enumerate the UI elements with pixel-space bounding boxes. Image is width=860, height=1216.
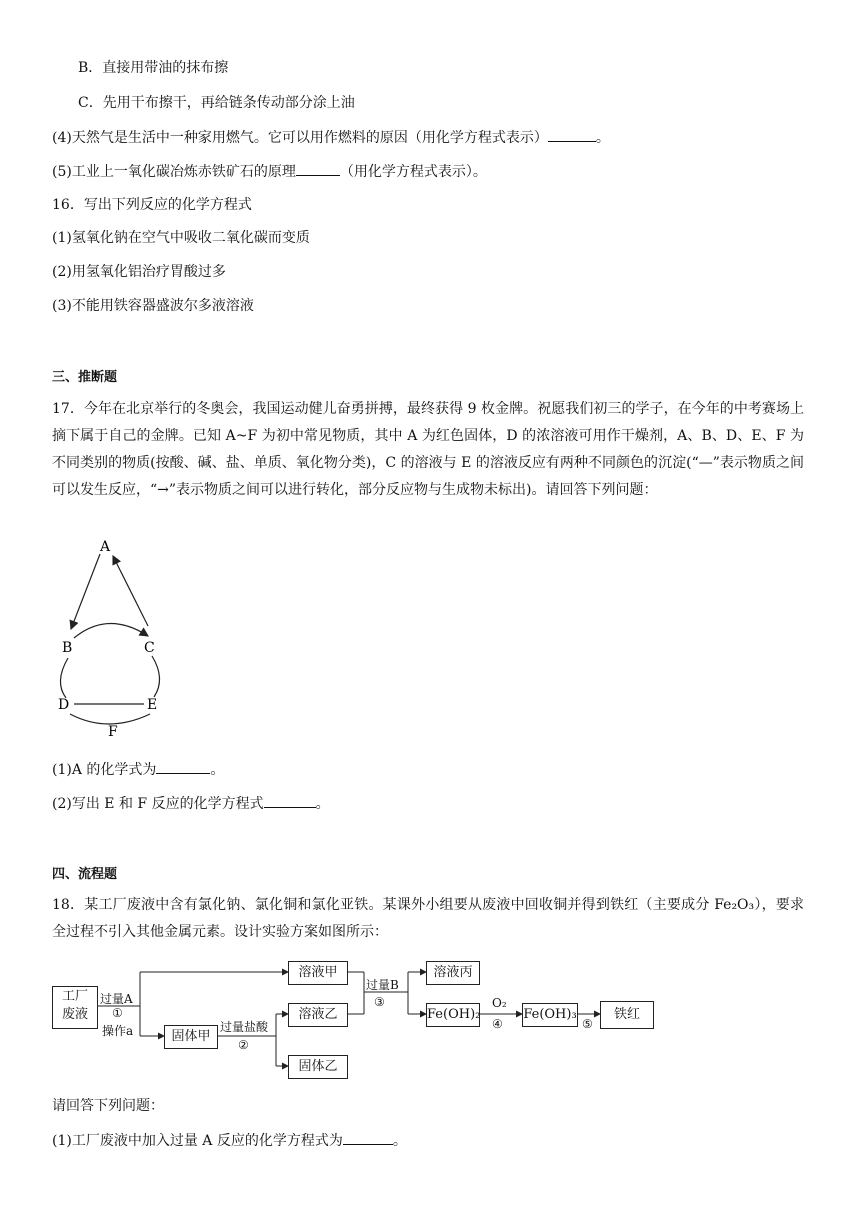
label-o2: O₂ bbox=[492, 996, 507, 1010]
feoh3-box: Fe(OH)₃ bbox=[522, 1003, 578, 1027]
link-b-d bbox=[60, 658, 68, 698]
q18-sub1-text: (1)工厂废液中加入过量 A 反应的化学方程式为 bbox=[52, 1133, 343, 1149]
label-excess-a: 过量A bbox=[100, 992, 133, 1006]
waste-line2: 废液 bbox=[61, 1007, 88, 1022]
node-c: C bbox=[144, 640, 155, 656]
q15-sub5-end: （用化学方程式表示）。 bbox=[339, 164, 487, 180]
q15-sub4 bbox=[52, 127, 610, 148]
q17-stem: 17．今年在北京举行的冬奥会，我国运动健儿奋勇拼搏，最终获得 9 枚金牌。祝愿我们初三的学子，在今年的中考赛场上摘下属于自己的金牌。已知 A~F 为初中常见物质，其中 A 为红色固体，D 的浓溶液可用作干燥剂，A、B、D、E、F 为不同类别的物质(按酸、碱、盐、单质、氧化物分类)，C 的溶液与 E 的溶液反应有两种不同颜色的沉淀(“—”表示物质之间可以发生反应，“→”表示物质之间可以进行转化，部分反应物与生成物未标出)。请回答下列问题： bbox=[52, 401, 804, 498]
node-a: A bbox=[100, 539, 111, 555]
solid-yi-box: 固体乙 bbox=[288, 1055, 348, 1079]
feoh2-box: Fe(OH)₂ bbox=[426, 1003, 480, 1027]
label-excess-hcl: 过量盐酸 bbox=[220, 1020, 269, 1034]
answer-blank[interactable] bbox=[343, 1130, 393, 1145]
arrow-a-to-b bbox=[71, 554, 100, 629]
link-c-e bbox=[152, 656, 160, 697]
link-d-f-e bbox=[70, 714, 150, 724]
q16-sub3: (3)不能用铁容器盛波尔多液溶液 bbox=[52, 298, 254, 314]
q15-sub5-text: (5)工业上一氧化碳冶炼赤铁矿石的原理 bbox=[52, 164, 296, 180]
waste-liquid-box bbox=[52, 986, 98, 1029]
q18-flowchart bbox=[52, 958, 672, 1082]
q15-sub4-text: (4)天然气是生活中一种家用燃气。它可以用作燃料的原因（用化学方程式表示） bbox=[52, 130, 548, 146]
q15-sub4-end: 。 bbox=[595, 130, 610, 146]
answer-blank[interactable] bbox=[264, 793, 316, 808]
q17-sub2 bbox=[52, 793, 330, 814]
label-step5: ⑤ bbox=[582, 1017, 593, 1031]
label-step2: ② bbox=[238, 1038, 249, 1052]
q18-prompt: 请回答下列问题： bbox=[52, 1098, 164, 1114]
answer-blank[interactable] bbox=[296, 161, 340, 176]
label-excess-b: 过量B bbox=[366, 978, 399, 992]
q16-sub1: (1)氢氧化钠在空气中吸收二氧化碳而变质 bbox=[52, 230, 310, 246]
arrow-c-to-a bbox=[113, 556, 148, 626]
solution-bing-box: 溶液丙 bbox=[426, 961, 480, 985]
node-f: F bbox=[108, 724, 118, 740]
q17-relation-diagram bbox=[52, 534, 172, 744]
waste-line1: 工厂 bbox=[61, 989, 88, 1004]
option-b: B．直接用带油的抹布擦 bbox=[78, 60, 229, 76]
q17-sub1-text: (1)A 的化学式为 bbox=[52, 762, 157, 778]
section-heading-flow: 四、流程题 bbox=[52, 867, 118, 882]
solid-jia-box: 固体甲 bbox=[164, 1025, 218, 1049]
answer-blank[interactable] bbox=[548, 127, 596, 142]
q17-sub2-text: (2)写出 E 和 F 反应的化学方程式 bbox=[52, 796, 264, 812]
q18-sub1 bbox=[52, 1130, 407, 1151]
q17-sub2-end: 。 bbox=[315, 796, 330, 812]
q17-sub1 bbox=[52, 759, 224, 780]
solution-yi-box: 溶液乙 bbox=[288, 1003, 348, 1027]
label-step4: ④ bbox=[492, 1017, 503, 1031]
node-b: B bbox=[62, 640, 73, 656]
q16-sub2: (2)用氢氧化铝治疗胃酸过多 bbox=[52, 264, 226, 280]
iron-red-box: 铁红 bbox=[600, 1001, 654, 1029]
q15-sub5 bbox=[52, 161, 487, 182]
label-step1: ① bbox=[112, 1006, 123, 1020]
answer-blank[interactable] bbox=[156, 759, 210, 774]
solution-jia-box: 溶液甲 bbox=[288, 961, 348, 985]
arrow-b-to-c bbox=[74, 623, 148, 638]
q16-title: 16．写出下列反应的化学方程式 bbox=[52, 197, 252, 213]
flowchart-connectors bbox=[52, 958, 672, 1082]
q17-sub1-end: 。 bbox=[210, 762, 225, 778]
section-heading-inference: 三、推断题 bbox=[52, 370, 118, 385]
label-step3: ③ bbox=[374, 995, 385, 1009]
node-e: E bbox=[147, 697, 158, 713]
q18-sub1-end: 。 bbox=[392, 1133, 407, 1149]
q18-stem: 18．某工厂废液中含有氯化钠、氯化铜和氯化亚铁。某课外小组要从废液中回收铜并得到铁红（主要成分 Fe₂O₃），要求全过程不引入其他金属元素。设计实验方案如图所示： bbox=[52, 897, 804, 940]
node-d: D bbox=[58, 697, 70, 713]
label-operation-a: 操作a bbox=[102, 1024, 134, 1038]
option-c: C．先用干布擦干，再给链条传动部分涂上油 bbox=[78, 95, 355, 111]
